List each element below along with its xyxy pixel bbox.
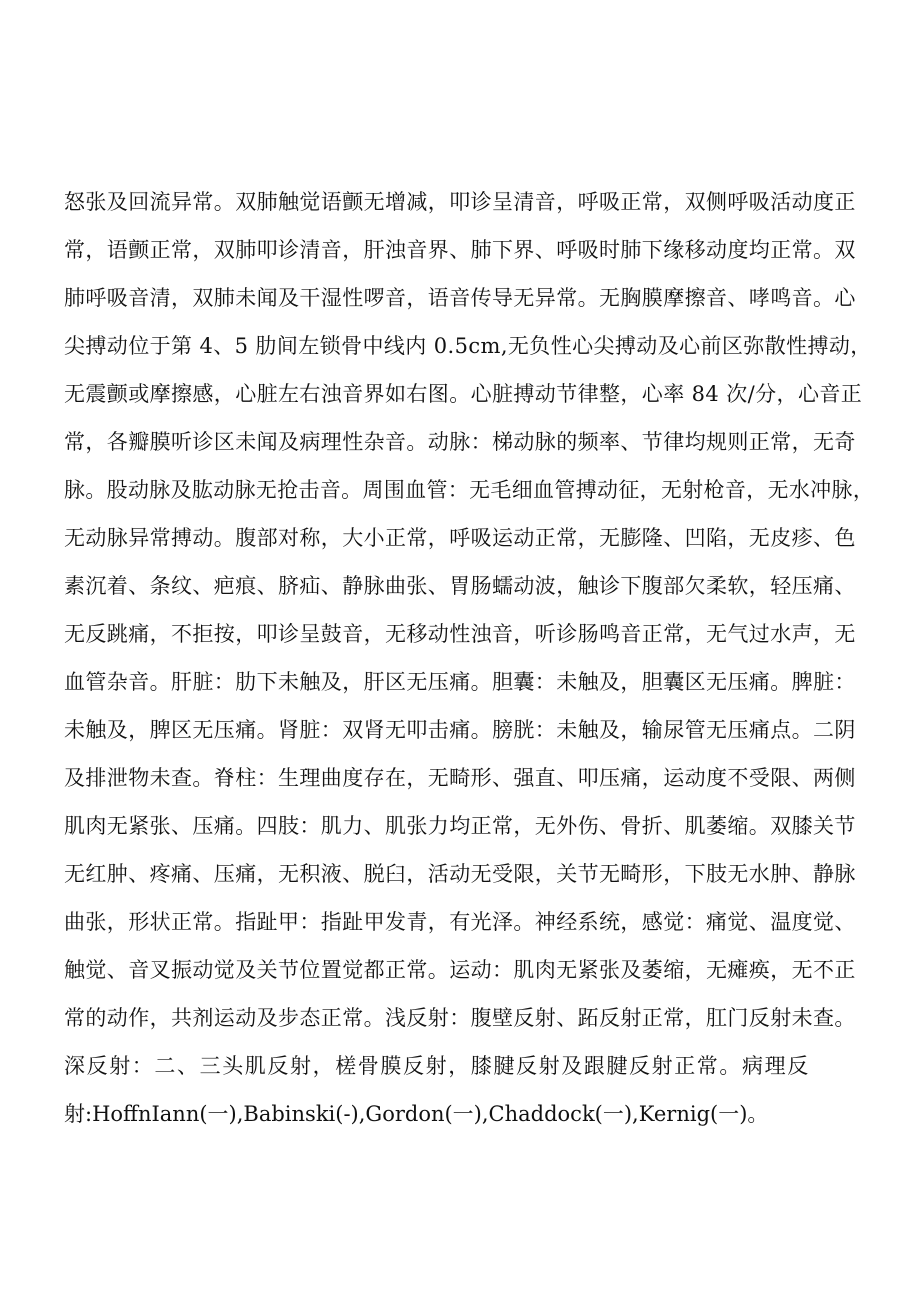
text-line-6: 常，各瓣膜听诊区未闻及病理性杂音。动脉：梯动脉的频率、节律均规则正常，无奇	[64, 430, 856, 454]
text-line-7: 脉。股动脉及肱动脉无抢击音。周围血管：无毛细血管搏动征，无射枪音，无水冲脉，	[64, 478, 875, 502]
text-line-9: 素沉着、条纹、疤痕、脐疝、静脉曲张、胃肠蠕动波，触诊下腹部欠柔软，轻压痛、	[64, 574, 856, 598]
text-line-20: 射:HoffnIann(一),Babinski(-),Gordon(一),Chaddock(一),Kernig(一)。	[64, 1102, 769, 1126]
text-line-5: 无震颤或摩擦感，心脏左右浊音界如右图。心脏搏动节律整，心率 84 次/分，心音正	[64, 382, 863, 406]
text-line-18: 常的动作，共剂运动及步态正常。浅反射：腹壁反射、跖反射正常，肛门反射未查。	[64, 1006, 856, 1030]
text-line-17: 触觉、音叉振动觉及关节位置觉都正常。运动：肌肉无紧张及萎缩，无瘫痪，无不正	[64, 958, 856, 982]
text-line-19: 深反射：二、三头肌反射，槎骨膜反射，膝腱反射及跟腱反射正常。病理反	[64, 1054, 810, 1078]
text-line-13: 及排泄物未查。脊柱：生理曲度存在，无畸形、强直、叩压痛，运动度不受限、两侧	[64, 766, 856, 790]
text-line-15: 无红肿、疼痛、压痛，无积液、脱臼，活动无受限，关节无畸形，下肢无水肿、静脉	[64, 862, 856, 886]
text-line-2: 常，语颤正常，双肺叩诊清音，肝浊音界、肺下界、呼吸时肺下缘移动度均正常。双	[64, 238, 856, 262]
text-line-4: 尖搏动位于第 4、5 肋间左锁骨中线内 0.5cm,无负性心尖搏动及心前区弥散性搏动，	[64, 334, 872, 358]
text-line-12: 未触及，脾区无压痛。肾脏：双肾无叩击痛。膀胱：未触及，输尿管无压痛点。二阴	[64, 718, 856, 742]
text-line-1: 怒张及回流异常。双肺触觉语颤无增减，叩诊呈清音，呼吸正常，双侧呼吸活动度正	[64, 190, 856, 214]
text-line-8: 无动脉异常搏动。腹部对称，大小正常，呼吸运动正常，无膨隆、凹陷，无皮疹、色	[64, 526, 856, 550]
text-line-11: 血管杂音。肝脏：肋下未触及，肝区无压痛。胆囊：未触及，胆囊区无压痛。脾脏：	[64, 670, 856, 694]
text-line-16: 曲张，形状正常。指趾甲：指趾甲发青，有光泽。神经系统，感觉：痛觉、温度觉、	[64, 910, 856, 934]
text-line-10: 无反跳痛，不拒按，叩诊呈鼓音，无移动性浊音，听诊肠鸣音正常，无气过水声，无	[64, 622, 856, 646]
text-line-3: 肺呼吸音清，双肺未闻及干湿性啰音，语音传导无异常。无胸膜摩擦音、哮鸣音。心	[64, 286, 856, 310]
text-line-14: 肌肉无紧张、压痛。四肢：肌力、肌张力均正常，无外伤、骨折、肌萎缩。双膝关节	[64, 814, 856, 838]
